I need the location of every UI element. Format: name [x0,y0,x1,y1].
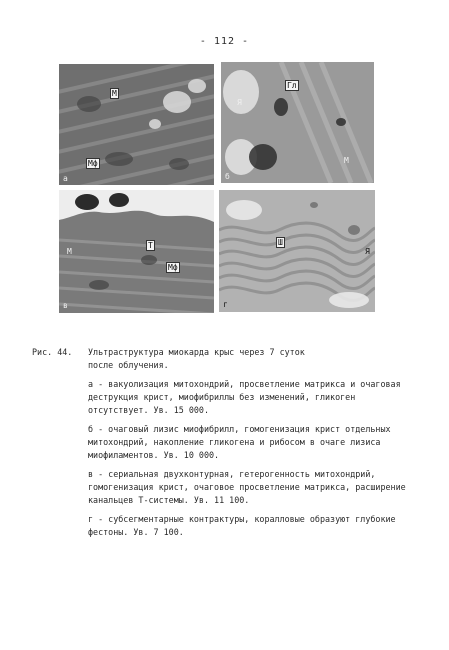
figure-caption [32,346,412,545]
plate-letter-b: б [225,172,230,181]
micrograph-a [59,64,214,185]
plate-letter-c: в [63,301,68,310]
label-a-myofibril: Мф [88,159,98,168]
label-c-myofibril: Мф [168,263,178,272]
label-b-mitochondria: М [344,156,349,165]
label-a-mitochondria: М [112,89,117,98]
page-number: - 112 - [199,36,250,47]
figure-number: Рис. 44. [32,347,73,357]
label-d-nucleus: Я [365,247,370,256]
label-d-sarcomere: Ш [278,238,283,247]
caption-item-b: б - очаговый лизис миофибрилл, гомогенизация крист отдельных митохондрий, накопление гликогена и рибосом в очаге лизиса миофиламентов. Ув. 10 000. [88,424,391,460]
caption-item-a: а - вакуолизация митохондрий, просветление матрикса и очаговая деструкция крист, миофибриллы без изменений, гликоген отсутствует. Ув. 15 000. [88,379,401,415]
micrograph-c [59,190,214,313]
label-c-mitochondria: М [67,247,72,256]
caption-item-c: в - сериальная двухконтурная, гетерогенность митохондрий, гомогенизация крист, очаговое просветление матрикса, расширение канальцев Т-системы. Ув. 11 100. [88,469,406,505]
plate-letter-d: г [223,300,228,309]
label-b-nucleus: Я [237,98,242,107]
figure-title-line1: Ультраструктура миокарда крыс через 7 суток [88,347,305,357]
plate-letter-a: а [63,174,68,183]
micrograph-d [219,190,375,312]
label-c-t-system: Т [148,241,153,250]
figure-title [32,346,412,372]
figure-title-line2: после облучения. [88,360,169,370]
label-b-glycogen: Гл [287,81,297,90]
caption-item-d: г - субсегментарные контрактуры, коралловые образуют глубокие фестоны. Ув. 7 100. [88,514,396,537]
